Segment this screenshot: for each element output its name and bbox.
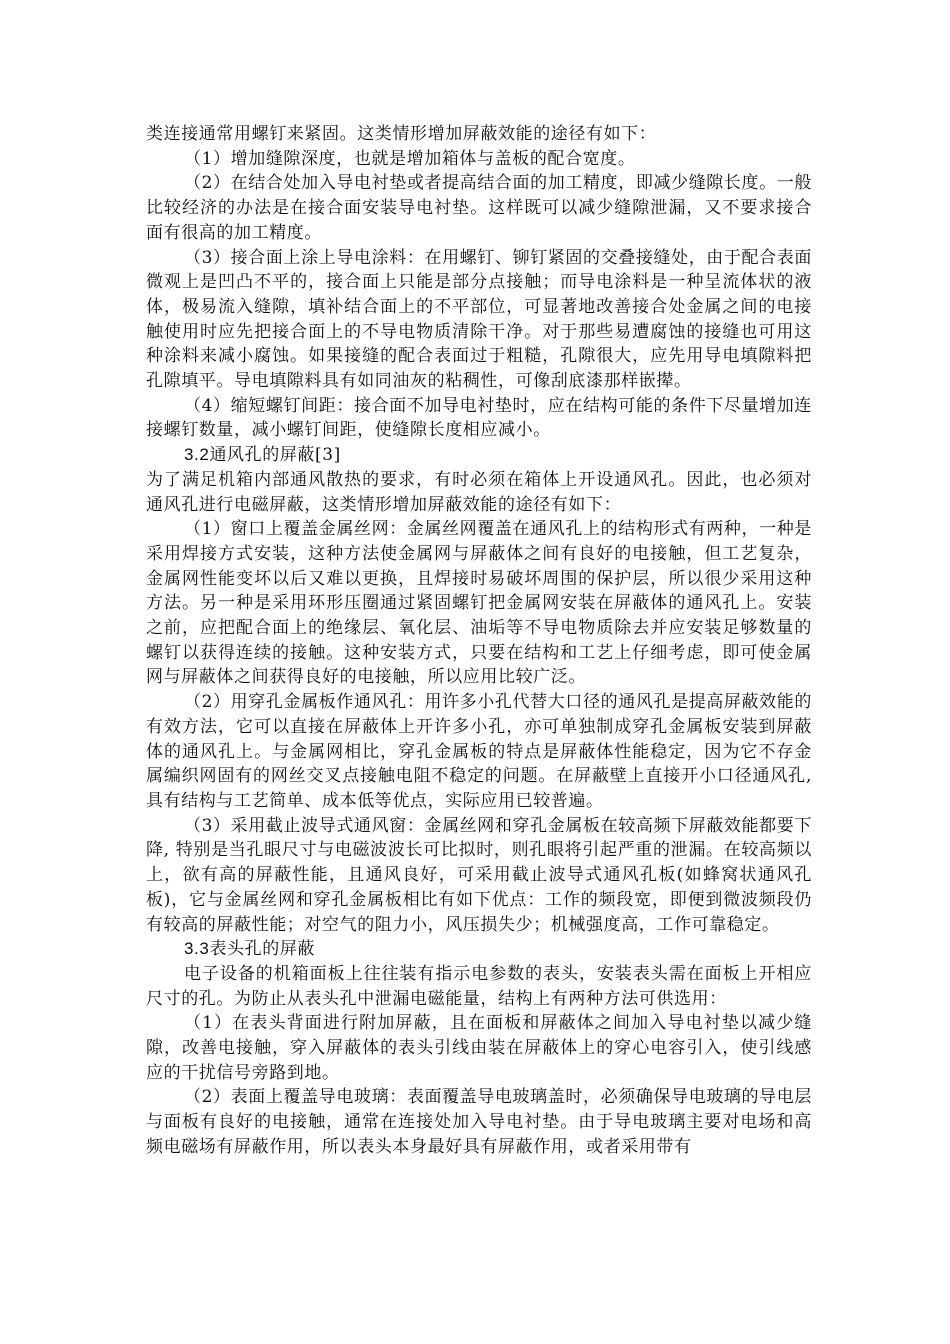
document-body xyxy=(146,122,812,1160)
section-title: 表头孔的屏蔽 xyxy=(209,939,316,960)
section-title: 通风孔的屏蔽[3] xyxy=(209,445,341,466)
body-paragraph: （3）接合面上涂上导电涂料：在用螺钉、铆钉紧固的交叠接缝处，由于配合表面微观上是凹凸不平的，接合面上只能是部分点接触；而导电涂料是一种呈流体状的液体，极易流入缝隙，填补结合面上的不平部位，可显著地改善接合处金属之间的电接触使用时应先把接合面上的不导电物质清除干净。对于那些易遭腐蚀的接缝也可用这种涂料来减小腐蚀。如果接缝的配合表面过于粗糙，孔隙很大，应先用导电填隙料把孔隙填平。导电填隙料具有如同油灰的粘稠性，可像刮底漆那样嵌撵。 xyxy=(146,247,812,392)
body-paragraph: （2）在结合处加入导电衬垫或者提高结合面的加工精度，即减少缝隙长度。一般比较经济的办法是在接合面安装导电衬垫。这样既可以减少缝隙泄漏，又不要求接合面有很高的加工精度。 xyxy=(146,173,812,243)
body-paragraph: 电子设备的机箱面板上往往装有指示电参数的表头，安装表头需在面板上开相应尺寸的孔。为防止从表头孔中泄漏电磁能量，结构上有两种方法可供选用： xyxy=(146,963,812,1009)
section-heading xyxy=(146,937,812,962)
body-paragraph: （1）增加缝隙深度，也就是增加箱体与盖板的配合宽度。 xyxy=(184,148,636,169)
section-heading xyxy=(146,443,812,468)
body-paragraph: （4）缩短螺钉间距：接合面不加导电衬垫时，应在结构可能的条件下尽量增加连接螺钉数量，减小螺钉间距，使缝隙长度相应减小。 xyxy=(146,395,812,441)
body-paragraph: （1）窗口上覆盖金属丝网：金属丝网覆盖在通风孔上的结构形式有两种，一种是采用焊接方式安装，这种方法使金属网与屏蔽体之间有良好的电接触，但工艺复杂，金属网性能变坏以后又难以更换，且焊接时易破坏周围的保护层，所以很少采用这种方法。另一种是采用环形压圈通过紧固螺钉把金属网安装在屏蔽体的通风孔上。安装之前，应把配合面上的绝缘层、氧化层、油垢等不导电物质除去并应安装足够数量的螺钉以获得连续的接触。这种安装方式，只要在结构和工艺上仔细考虑，即可使金属网与屏蔽体之间获得良好的电接触，所以应用比较广泛。 xyxy=(146,519,812,688)
body-paragraph: 为了满足机箱内部通风散热的要求，有时必须在箱体上开设通风孔。因此，也必须对通风孔进行电磁屏蔽，这类情形增加屏蔽效能的途径有如下： xyxy=(146,469,812,515)
section-number: 3.3 xyxy=(184,939,210,959)
body-paragraph: （2）表面上覆盖导电玻璃：表面覆盖导电玻璃盖时，必须确保导电玻璃的导电层与面板有良好的电接触，通常在连接处加入导电衬垫。由于导电玻璃主要对电场和高频电磁场有屏蔽作用，所以表头本身最好具有屏蔽作用，或者采用带有 xyxy=(146,1087,812,1157)
body-paragraph: （2）用穿孔金属板作通风孔：用许多小孔代替大口径的通风孔是提高屏蔽效能的有效方法，它可以直接在屏蔽体上开许多小孔，亦可单独制成穿孔金属板安装到屏蔽体的通风孔上。与金属网相比，穿孔金属板的特点是屏蔽体性能稳定，因为它不存金属编织网固有的网丝交叉点接触电阻不稳定的问题。在屏蔽壁上直接开小口径通风孔,具有结构与工艺简单、成本低等优点，实际应用已较普遍。 xyxy=(146,692,812,811)
body-paragraph: （3）采用截止波导式通风窗：金属丝网和穿孔金属板在较高频下屏蔽效能都要下降, 特别是当孔眼尺寸与电磁波波长可比拟时，则孔眼将引起严重的泄漏。在较高频以上，欲有高的屏蔽性能，且通风良好，可采用截止波导式通风孔板(如蜂窝状通风孔板)，它与金属丝网和穿孔金属板相比有如下优点：工作的频段宽，即便到微波频段仍有较高的屏蔽性能；对空气的阻力小，风压损失少；机械强度高，工作可靠稳定。 xyxy=(146,815,812,935)
body-paragraph: （1）在表头背面进行附加屏蔽，且在面板和屏蔽体之间加入导电衬垫以减少缝隙，改善电接触，穿入屏蔽体的表头引线由装在屏蔽体上的穿心电容引入，使引线感应的干扰信号旁路到地。 xyxy=(146,1013,812,1083)
section-number: 3.2 xyxy=(184,445,210,465)
body-paragraph: 类连接通常用螺钉来紧固。这类情形增加屏蔽效能的途径有如下： xyxy=(146,124,657,144)
